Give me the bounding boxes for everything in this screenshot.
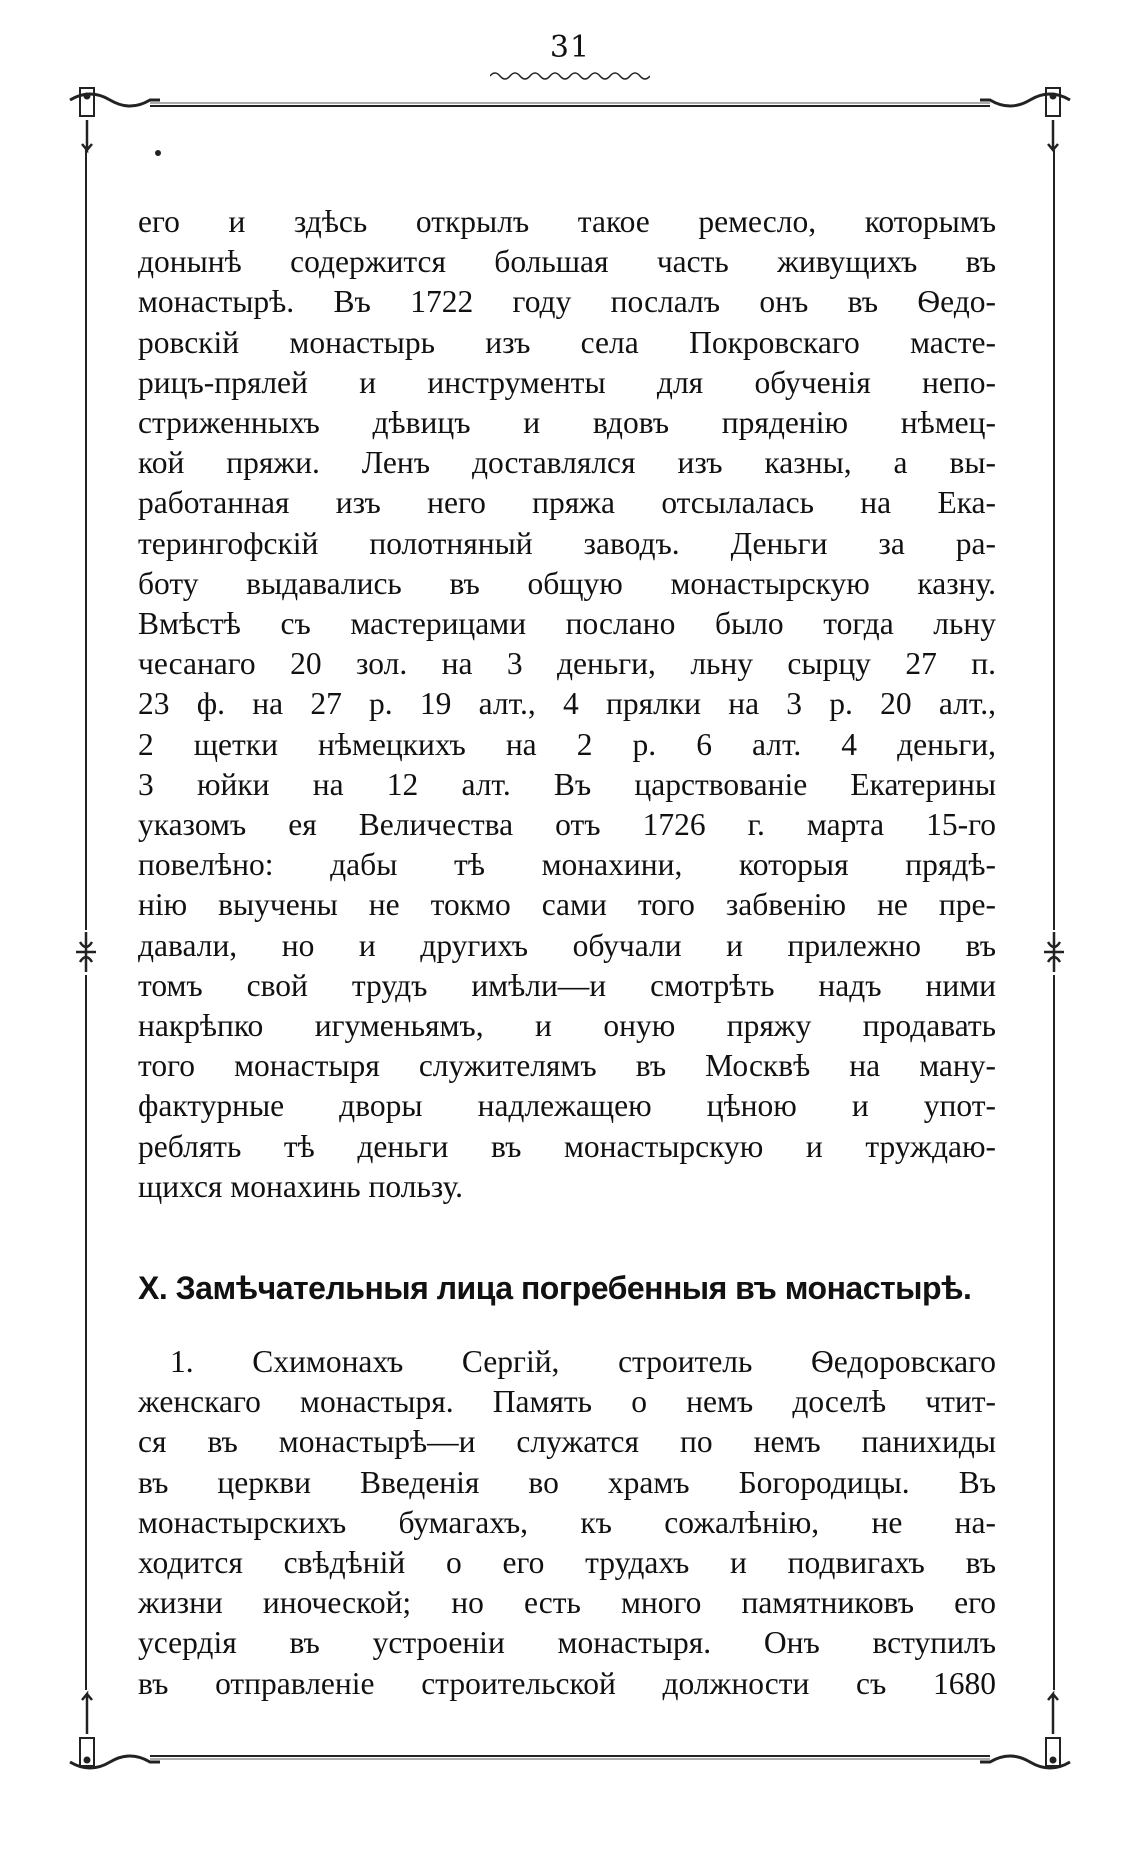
text-line: щихся монахинь пользу. <box>138 1168 464 1204</box>
text-line: чесанаго 20 зол. на 3 деньги, льну сырцу 27 п. <box>138 646 996 682</box>
text-line: давали, но и другихъ обучали и прилежно въ <box>138 927 996 963</box>
page-number: 31 <box>549 30 591 65</box>
side-ornament-right <box>1044 932 1064 972</box>
corner-ornament-bottom-right <box>980 1694 1070 1768</box>
text-line: женскаго монастыря. Память о немъ доселѣ чтит- <box>138 1384 996 1420</box>
text-line: томъ свой трудъ имѣли—и смотрѣть надъ ними <box>138 967 996 1003</box>
text-line: въ церкви Введенія во храмъ Богородицы. Въ <box>138 1464 996 1500</box>
text-line: нію выучены не токмо сами того забвенію не пре- <box>138 887 996 923</box>
text-line: указомъ ея Величества отъ 1726 г. марта 15-го <box>138 807 996 843</box>
section-heading: X. Замѣчательныя лица погребенныя въ монастырѣ. <box>138 1270 972 1306</box>
text-line: 2 щетки нѣмецкихъ на 2 р. 6 алт. 4 деньги, <box>138 726 996 762</box>
text-line: жизни иноческой; но есть много памятниковъ его <box>138 1585 996 1621</box>
text-line: Вмѣстѣ съ мастерицами послано было тогда льну <box>138 606 996 642</box>
paragraph-2 <box>138 1342 996 1704</box>
text-line: накрѣпко игуменьямъ, и оную пряжу продавать <box>138 1008 996 1044</box>
text-line: 3 юйки на 12 алт. Въ царствованіе Екатерины <box>138 766 996 802</box>
corner-ornament-bottom-left <box>70 1694 160 1768</box>
text-line: ходится свѣдѣній о его трудахъ и подвигахъ въ <box>138 1545 996 1581</box>
text-line: боту выдавались въ общую монастырскую казну. <box>138 565 996 601</box>
text-line: 1. Схимонахъ Сергій, строитель Ѳедоровскаго <box>170 1344 996 1379</box>
text-line: рицъ-прялей и инструменты для обученія непо- <box>138 364 996 400</box>
text-line: работанная изъ него пряжа отсылалась на Ека- <box>138 485 996 521</box>
text-line: донынѣ содержится большая часть живущихъ въ <box>138 244 996 280</box>
text-line: ся въ монастырѣ—и служатся по немъ панихиды <box>138 1424 996 1460</box>
paragraph-1 <box>138 202 996 1207</box>
text-line: фактурные дворы надлежащею цѣною и упот- <box>138 1088 996 1124</box>
text-line: стриженныхъ дѣвицъ и вдовъ пряденію нѣмец- <box>138 405 996 441</box>
text-line: монастырскихъ бумагахъ, къ сожалѣнію, не на- <box>138 1504 996 1540</box>
text-line: 23 ф. на 27 р. 19 алт., 4 прялки на 3 р. 20 алт., <box>138 686 996 722</box>
text-line: того монастыря служителямъ въ Москвѣ на ману- <box>138 1048 996 1084</box>
text-line: терингофскій полотняный заводъ. Деньги за ра- <box>138 525 996 561</box>
text-line: въ отправленіе строительской должности съ 1680 <box>138 1665 996 1701</box>
corner-ornament-top-right <box>980 88 1070 150</box>
text-line: монастырѣ. Въ 1722 году послалъ онъ въ Ѳедо- <box>138 284 996 320</box>
text-line: его и здѣсь открылъ такое ремесло, которымъ <box>138 204 996 239</box>
text-line: ровскій монастырь изъ села Покровскаго масте- <box>138 324 996 360</box>
stray-ink-dot <box>155 150 161 156</box>
side-ornament-left <box>76 932 96 972</box>
text-line: усердія въ устроеніи монастыря. Онъ вступилъ <box>138 1625 996 1661</box>
corner-ornament-top-left <box>70 88 160 150</box>
text-line: повелѣно: дабы тѣ монахини, которыя прядѣ- <box>138 847 996 883</box>
text-line: кой пряжи. Ленъ доставлялся изъ казны, а вы- <box>138 445 996 481</box>
text-line: реблять тѣ деньги въ монастырскую и труждаю- <box>138 1128 996 1164</box>
